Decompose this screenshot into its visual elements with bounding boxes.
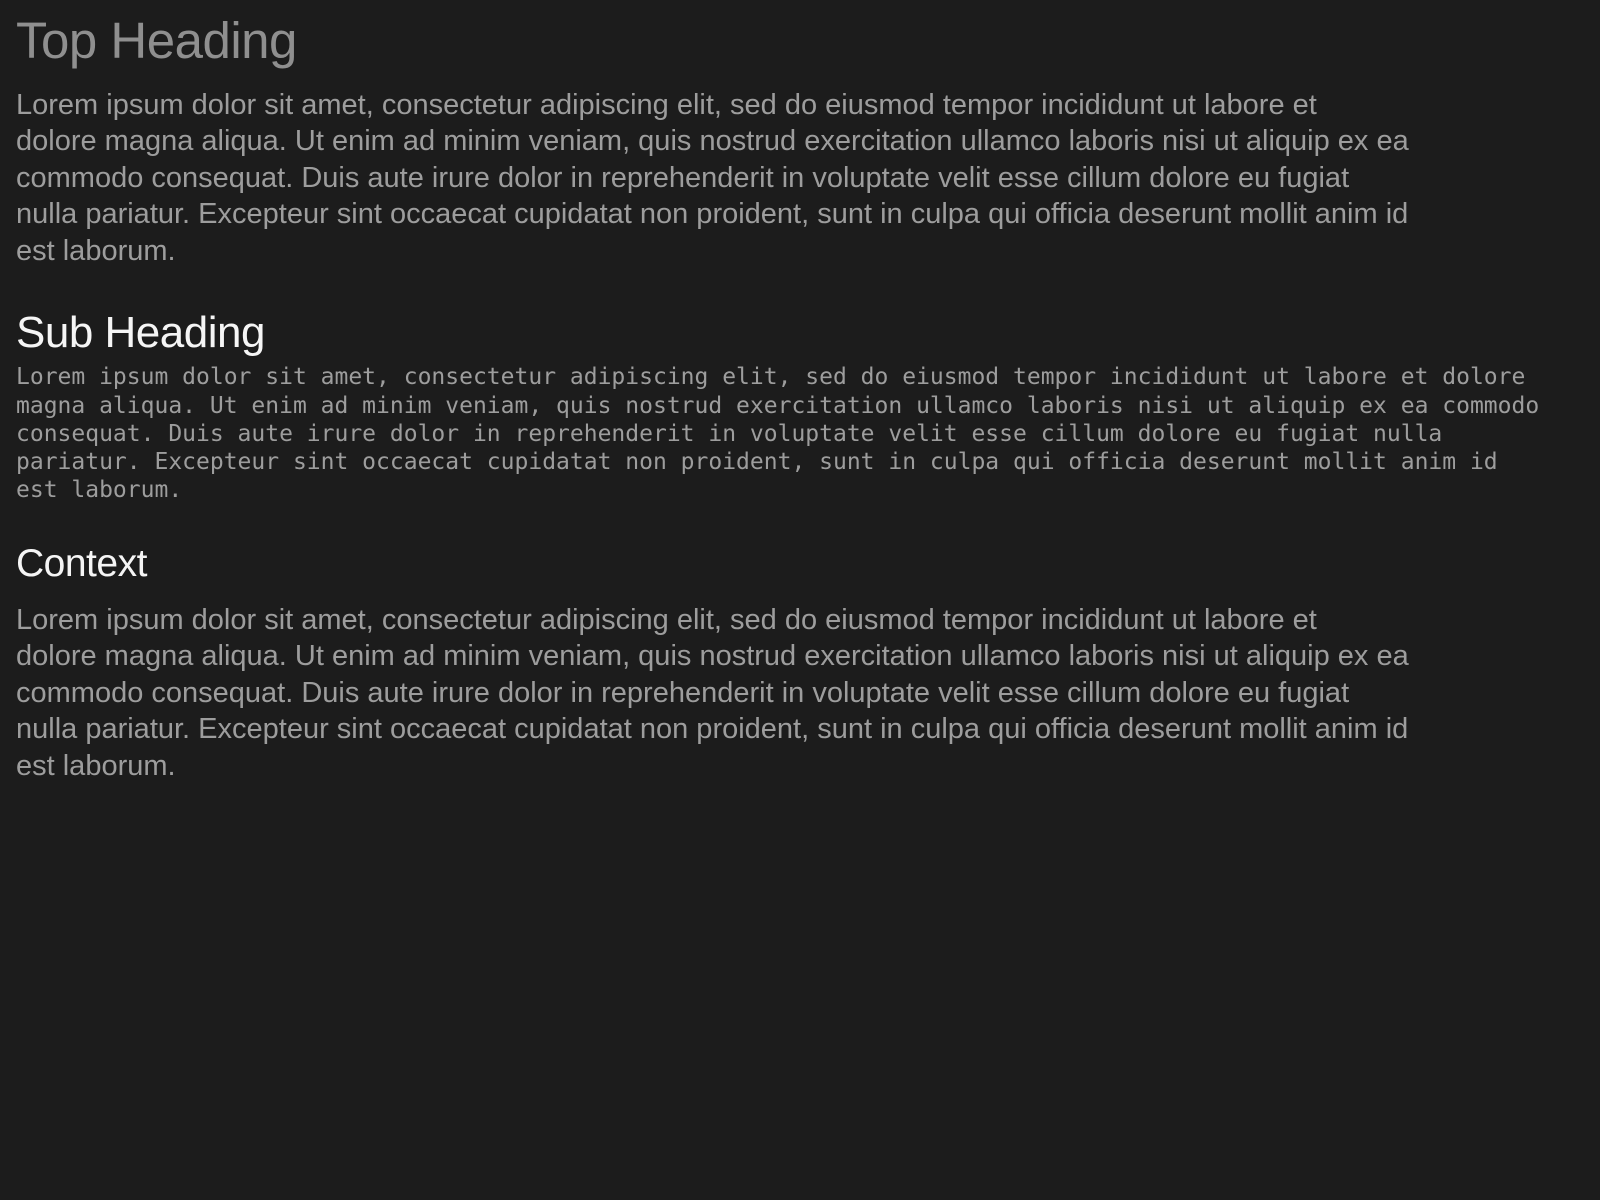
text-line: est laborum.: [16, 235, 176, 268]
intro-paragraph: [16, 87, 1584, 270]
text-line: Lorem ipsum dolor sit amet, consectetur adipiscing elit, sed do eiusmod tempor incididunt ut labore et dolore: [16, 364, 1526, 391]
context-heading: Context: [16, 541, 147, 585]
text-line: magna aliqua. Ut enim ad minim veniam, quis nostrud exercitation ullamco laboris nisi ut aliquip ex ea commodo: [16, 392, 1540, 419]
text-line: Lorem ipsum dolor sit amet, consectetur adipiscing elit, sed do eiusmod tempor incididunt ut labore et: [16, 603, 1317, 636]
mono-paragraph: [16, 363, 1584, 504]
text-line: dolore magna aliqua. Ut enim ad minim veniam, quis nostrud exercitation ullamco laboris nisi ut aliquip ex ea: [16, 640, 1409, 673]
text-line: pariatur. Excepteur sint occaecat cupidatat non proident, sunt in culpa qui officia deserunt mollit anim id: [16, 449, 1498, 476]
section-sub-heading: [16, 308, 1584, 505]
top-heading: Top Heading: [16, 12, 297, 69]
text-line: dolore magna aliqua. Ut enim ad minim veniam, quis nostrud exercitation ullamco laboris nisi ut aliquip ex ea: [16, 125, 1409, 158]
sub-heading: Sub Heading: [16, 307, 265, 357]
text-line: nulla pariatur. Excepteur sint occaecat cupidatat non proident, sunt in culpa qui officia deserunt mollit anim id: [16, 198, 1409, 231]
page: [0, 12, 1600, 1200]
context-paragraph: [16, 602, 1584, 785]
text-line: commodo consequat. Duis aute irure dolor in reprehenderit in voluptate velit esse cillum dolore eu fugiat: [16, 161, 1350, 194]
section-context: [16, 542, 1584, 785]
section-top-heading: [16, 12, 1584, 270]
text-line: Lorem ipsum dolor sit amet, consectetur adipiscing elit, sed do eiusmod tempor incididunt ut labore et: [16, 88, 1317, 121]
text-line: commodo consequat. Duis aute irure dolor in reprehenderit in voluptate velit esse cillum dolore eu fugiat: [16, 676, 1350, 709]
text-line: est laborum.: [16, 477, 183, 504]
text-line: est laborum.: [16, 749, 176, 782]
text-line: consequat. Duis aute irure dolor in reprehenderit in voluptate velit esse cillum dolore eu fugiat nulla: [16, 420, 1443, 447]
text-line: nulla pariatur. Excepteur sint occaecat cupidatat non proident, sunt in culpa qui officia deserunt mollit anim id: [16, 713, 1409, 746]
